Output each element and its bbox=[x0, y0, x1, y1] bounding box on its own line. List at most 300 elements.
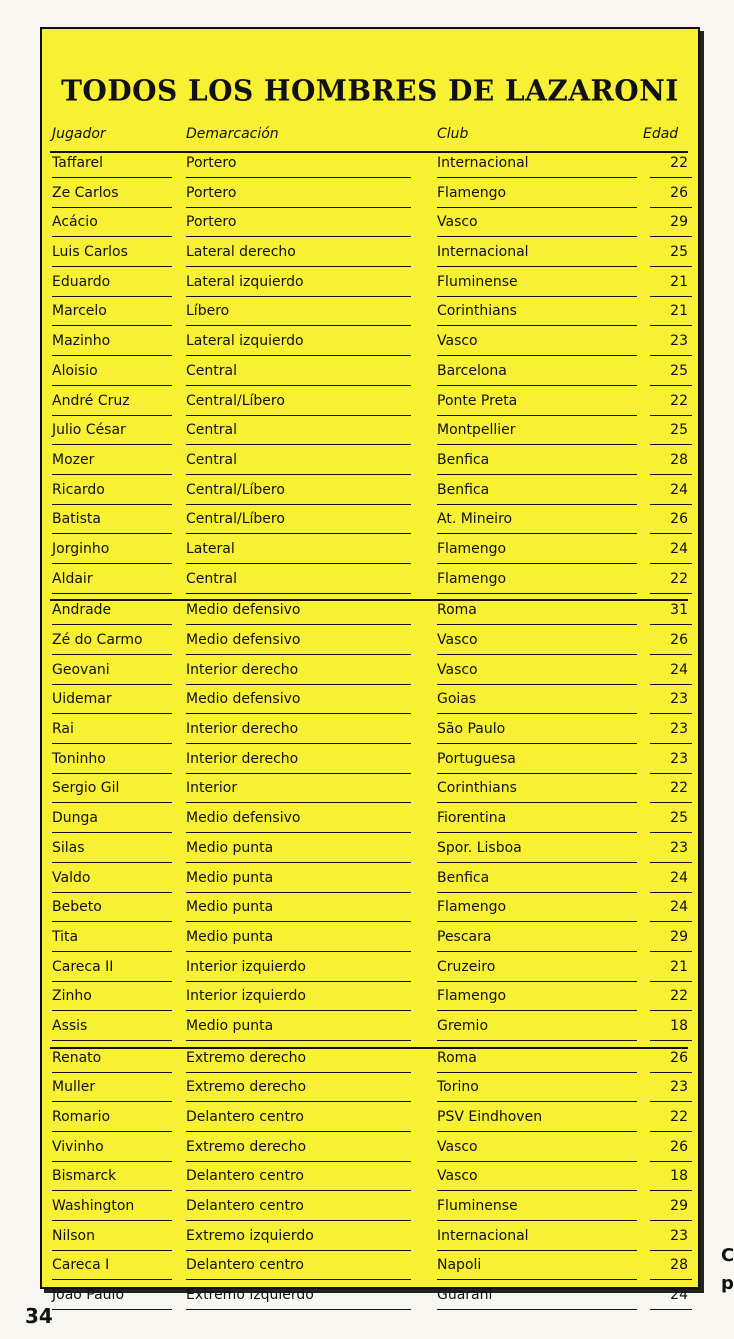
row-underline bbox=[52, 236, 172, 237]
row-underline bbox=[437, 1279, 637, 1280]
player-position: Medio punta bbox=[186, 928, 274, 945]
row-underline bbox=[52, 563, 172, 564]
row-underline bbox=[186, 563, 411, 564]
player-age: 25 bbox=[670, 810, 688, 827]
row-underline bbox=[52, 266, 172, 267]
row-underline bbox=[52, 862, 172, 863]
row-underline bbox=[437, 207, 637, 208]
row-underline bbox=[650, 207, 692, 208]
player-position: Lateral bbox=[186, 540, 235, 557]
player-club: Torino bbox=[437, 1079, 479, 1096]
row-underline bbox=[52, 1309, 172, 1310]
row-underline bbox=[437, 654, 637, 655]
player-club: Guaraní bbox=[437, 1287, 493, 1304]
player-position: Extremo izquierdo bbox=[186, 1227, 314, 1244]
player-name: Dunga bbox=[52, 810, 98, 827]
row-underline bbox=[52, 1190, 172, 1191]
player-position: Central bbox=[186, 422, 237, 439]
row-underline bbox=[186, 1101, 411, 1102]
row-underline bbox=[186, 207, 411, 208]
player-age: 22 bbox=[670, 988, 688, 1005]
table-row bbox=[50, 1256, 688, 1286]
player-club: Flamengo bbox=[437, 899, 507, 916]
row-underline bbox=[52, 981, 172, 982]
row-underline bbox=[437, 981, 637, 982]
row-underline bbox=[186, 624, 411, 625]
row-underline bbox=[437, 743, 637, 744]
row-underline bbox=[52, 713, 172, 714]
row-underline bbox=[650, 1161, 692, 1162]
row-underline bbox=[650, 266, 692, 267]
player-age: 24 bbox=[670, 899, 688, 916]
row-underline bbox=[52, 444, 172, 445]
player-position: Delantero centro bbox=[186, 1168, 304, 1185]
row-underline bbox=[52, 1220, 172, 1221]
player-position: Líbero bbox=[186, 303, 230, 320]
player-position: Medio defensivo bbox=[186, 810, 301, 827]
table-row bbox=[50, 809, 688, 839]
row-underline bbox=[186, 355, 411, 356]
row-underline bbox=[437, 236, 637, 237]
player-name: Assis bbox=[52, 1017, 88, 1034]
row-underline bbox=[52, 593, 172, 594]
row-underline bbox=[52, 951, 172, 952]
row-underline bbox=[650, 713, 692, 714]
player-club: Benfica bbox=[437, 451, 490, 468]
row-underline bbox=[437, 355, 637, 356]
row-underline bbox=[437, 624, 637, 625]
player-position: Medio defensivo bbox=[186, 602, 301, 619]
player-name: Taffarel bbox=[52, 155, 103, 171]
row-underline bbox=[186, 385, 411, 386]
player-position: Central bbox=[186, 570, 237, 587]
player-age: 23 bbox=[670, 721, 688, 738]
row-underline bbox=[650, 1250, 692, 1251]
row-underline bbox=[650, 1040, 692, 1041]
player-position: Extremo derecho bbox=[186, 1049, 307, 1066]
row-underline bbox=[186, 593, 411, 594]
row-underline bbox=[650, 862, 692, 863]
player-club: Corinthians bbox=[437, 780, 517, 797]
row-underline bbox=[650, 296, 692, 297]
table-row bbox=[50, 302, 688, 332]
table-row bbox=[50, 1197, 688, 1227]
row-underline bbox=[650, 177, 692, 178]
row-underline bbox=[52, 624, 172, 625]
table-row bbox=[50, 213, 688, 243]
row-underline bbox=[52, 1279, 172, 1280]
player-position: Delantero centro bbox=[186, 1257, 304, 1274]
row-underline bbox=[186, 236, 411, 237]
row-underline bbox=[437, 951, 637, 952]
row-underline bbox=[650, 832, 692, 833]
player-age: 18 bbox=[670, 1017, 688, 1034]
player-age: 22 bbox=[670, 780, 688, 797]
player-age: 31 bbox=[670, 602, 688, 619]
player-position: Central/Líbero bbox=[186, 511, 285, 528]
table-row bbox=[50, 154, 688, 184]
table-row bbox=[50, 392, 688, 422]
row-underline bbox=[437, 892, 637, 893]
row-underline bbox=[437, 296, 637, 297]
player-age: 24 bbox=[670, 661, 688, 678]
table-row bbox=[50, 928, 688, 958]
table-header bbox=[50, 123, 688, 153]
player-age: 21 bbox=[670, 273, 688, 290]
player-club: Roma bbox=[437, 1049, 477, 1066]
row-underline bbox=[186, 504, 411, 505]
row-underline bbox=[437, 802, 637, 803]
player-position: Interior izquierdo bbox=[186, 958, 306, 975]
table-row bbox=[50, 601, 688, 631]
table-row bbox=[50, 869, 688, 899]
player-club: Portuguesa bbox=[437, 750, 516, 767]
player-age: 23 bbox=[670, 1227, 688, 1244]
player-age: 29 bbox=[670, 214, 688, 231]
row-underline bbox=[650, 563, 692, 564]
player-name: André Cruz bbox=[52, 392, 130, 409]
row-underline bbox=[186, 832, 411, 833]
row-underline bbox=[437, 593, 637, 594]
player-age: 23 bbox=[670, 750, 688, 767]
player-name: Jorginho bbox=[52, 540, 110, 557]
player-name: Rai bbox=[52, 721, 74, 738]
player-club: São Paulo bbox=[437, 721, 506, 738]
table-row bbox=[50, 987, 688, 1017]
row-underline bbox=[650, 1190, 692, 1191]
row-underline bbox=[437, 684, 637, 685]
player-age: 24 bbox=[670, 1287, 688, 1304]
table-row bbox=[50, 1049, 688, 1079]
player-age: 26 bbox=[670, 1049, 688, 1066]
row-underline bbox=[186, 1190, 411, 1191]
squad-table-box bbox=[40, 27, 700, 1304]
row-underline bbox=[650, 1309, 692, 1310]
player-position: Medio punta bbox=[186, 839, 274, 856]
table-row bbox=[50, 184, 688, 214]
table-title: TODOS LOS HOMBRES DE LAZARONI bbox=[61, 73, 679, 108]
table-row bbox=[50, 510, 688, 540]
table-row bbox=[50, 631, 688, 661]
player-club: Vasco bbox=[437, 1168, 478, 1185]
player-position: Medio defensivo bbox=[186, 632, 301, 648]
row-underline bbox=[186, 921, 411, 922]
row-underline bbox=[186, 1072, 411, 1073]
row-underline bbox=[650, 385, 692, 386]
row-underline bbox=[186, 1010, 411, 1011]
player-club: Vasco bbox=[437, 333, 478, 350]
player-position: Medio defensivo bbox=[186, 691, 301, 708]
row-underline bbox=[650, 593, 692, 594]
header-position: Demarcación bbox=[186, 126, 279, 142]
row-underline bbox=[437, 1040, 637, 1041]
player-name: Julio César bbox=[52, 422, 126, 439]
player-club: Cruzeiro bbox=[437, 958, 496, 975]
row-underline bbox=[437, 1161, 637, 1162]
player-age: 28 bbox=[670, 451, 688, 468]
row-underline bbox=[650, 325, 692, 326]
row-underline bbox=[52, 1101, 172, 1102]
row-underline bbox=[52, 832, 172, 833]
row-underline bbox=[52, 773, 172, 774]
row-underline bbox=[186, 296, 411, 297]
row-underline bbox=[52, 207, 172, 208]
player-position: Medio punta bbox=[186, 869, 274, 886]
row-underline bbox=[650, 1220, 692, 1221]
row-underline bbox=[437, 1131, 637, 1132]
row-underline bbox=[186, 266, 411, 267]
player-club: Flamengo bbox=[437, 988, 507, 1005]
row-underline bbox=[52, 1072, 172, 1073]
table-row bbox=[50, 779, 688, 809]
row-underline bbox=[437, 773, 637, 774]
row-underline bbox=[437, 563, 637, 564]
player-club: Flamengo bbox=[437, 184, 507, 201]
table-row bbox=[50, 362, 688, 392]
player-position: Interior bbox=[186, 780, 238, 797]
player-age: 21 bbox=[670, 303, 688, 320]
player-position: Portero bbox=[186, 214, 237, 231]
player-club: Internacional bbox=[437, 1227, 529, 1244]
table-row bbox=[50, 750, 688, 780]
row-underline bbox=[52, 892, 172, 893]
player-age: 29 bbox=[670, 1198, 688, 1215]
player-age: 23 bbox=[670, 1079, 688, 1096]
player-club: Flamengo bbox=[437, 540, 507, 557]
player-club: Vasco bbox=[437, 632, 478, 648]
table-row bbox=[50, 481, 688, 511]
row-underline bbox=[186, 743, 411, 744]
player-age: 26 bbox=[670, 184, 688, 201]
row-underline bbox=[437, 1309, 637, 1310]
player-position: Interior derecho bbox=[186, 750, 299, 767]
row-underline bbox=[186, 892, 411, 893]
player-position: Lateral izquierdo bbox=[186, 333, 304, 350]
row-underline bbox=[437, 1101, 637, 1102]
player-age: 24 bbox=[670, 869, 688, 886]
row-underline bbox=[650, 533, 692, 534]
row-underline bbox=[650, 444, 692, 445]
table-row bbox=[50, 1286, 688, 1316]
player-age: 24 bbox=[670, 540, 688, 557]
row-underline bbox=[650, 624, 692, 625]
player-club: At. Mineiro bbox=[437, 511, 513, 528]
row-underline bbox=[186, 533, 411, 534]
row-underline bbox=[437, 325, 637, 326]
player-age: 22 bbox=[670, 392, 688, 409]
row-underline bbox=[186, 1161, 411, 1162]
player-age: 25 bbox=[670, 362, 688, 379]
player-club: Fluminense bbox=[437, 273, 518, 290]
row-underline bbox=[650, 892, 692, 893]
table-row bbox=[50, 570, 688, 602]
player-age: 28 bbox=[670, 1257, 688, 1274]
row-underline bbox=[186, 1250, 411, 1251]
player-position: Medio punta bbox=[186, 1017, 274, 1034]
player-name: Careca I bbox=[52, 1257, 110, 1274]
player-position: Central bbox=[186, 362, 237, 379]
player-position: Central bbox=[186, 451, 237, 468]
row-underline bbox=[186, 981, 411, 982]
row-underline bbox=[52, 1131, 172, 1132]
row-underline bbox=[437, 1220, 637, 1221]
player-name: Ze Carlos bbox=[52, 184, 119, 201]
player-name: Geovani bbox=[52, 661, 110, 678]
row-underline bbox=[650, 1131, 692, 1132]
player-club: Internacional bbox=[437, 155, 529, 171]
table-row bbox=[50, 1078, 688, 1108]
player-name: Sergio Gil bbox=[52, 780, 120, 797]
player-position: Extremo izquierdo bbox=[186, 1287, 314, 1304]
table-row bbox=[50, 243, 688, 273]
player-name: Zé do Carmo bbox=[52, 632, 143, 648]
player-age: 23 bbox=[670, 839, 688, 856]
table-row bbox=[50, 1108, 688, 1138]
player-club: Pescara bbox=[437, 928, 492, 945]
player-name: Mozer bbox=[52, 451, 95, 468]
row-underline bbox=[186, 951, 411, 952]
player-age: 22 bbox=[670, 1109, 688, 1125]
player-position: Interior derecho bbox=[186, 721, 299, 738]
player-name: Zinho bbox=[52, 988, 92, 1005]
player-club: Barcelona bbox=[437, 362, 507, 379]
player-position: Interior izquierdo bbox=[186, 988, 306, 1005]
player-age: 23 bbox=[670, 691, 688, 708]
player-position: Central/Líbero bbox=[186, 392, 285, 409]
row-underline bbox=[52, 654, 172, 655]
row-underline bbox=[186, 1309, 411, 1310]
player-age: 29 bbox=[670, 928, 688, 945]
player-club: Benfica bbox=[437, 481, 490, 498]
player-club: Spor. Lisboa bbox=[437, 839, 522, 856]
player-name: Valdo bbox=[52, 869, 91, 886]
row-underline bbox=[186, 1220, 411, 1221]
player-club: Vasco bbox=[437, 214, 478, 231]
row-underline bbox=[437, 266, 637, 267]
row-underline bbox=[52, 385, 172, 386]
table-row bbox=[50, 958, 688, 988]
player-age: 23 bbox=[670, 333, 688, 350]
player-name: Aldair bbox=[52, 570, 93, 587]
row-underline bbox=[52, 177, 172, 178]
player-position: Extremo derecho bbox=[186, 1079, 307, 1096]
row-underline bbox=[186, 1040, 411, 1041]
row-underline bbox=[437, 415, 637, 416]
row-underline bbox=[437, 444, 637, 445]
row-underline bbox=[650, 504, 692, 505]
row-underline bbox=[650, 654, 692, 655]
table-row bbox=[50, 898, 688, 928]
row-underline bbox=[52, 296, 172, 297]
row-underline bbox=[650, 1279, 692, 1280]
table-row bbox=[50, 332, 688, 362]
table-row bbox=[50, 1167, 688, 1197]
row-underline bbox=[52, 325, 172, 326]
row-underline bbox=[437, 474, 637, 475]
row-underline bbox=[186, 802, 411, 803]
player-age: 26 bbox=[670, 511, 688, 528]
table-row bbox=[50, 540, 688, 570]
player-club: Napoli bbox=[437, 1257, 482, 1274]
row-underline bbox=[437, 862, 637, 863]
player-position: Lateral izquierdo bbox=[186, 273, 304, 290]
player-position: Extremo derecho bbox=[186, 1138, 307, 1155]
row-underline bbox=[437, 177, 637, 178]
player-club: Flamengo bbox=[437, 570, 507, 587]
player-name: Mazinho bbox=[52, 333, 111, 350]
player-name: Batista bbox=[52, 511, 101, 528]
player-position: Portero bbox=[186, 155, 237, 171]
player-position: Medio punta bbox=[186, 899, 274, 916]
row-underline bbox=[437, 1250, 637, 1251]
row-underline bbox=[437, 1010, 637, 1011]
player-age: 26 bbox=[670, 632, 688, 648]
player-age: 25 bbox=[670, 244, 688, 261]
player-name: Toninho bbox=[52, 750, 106, 767]
player-age: 22 bbox=[670, 155, 688, 171]
player-age: 26 bbox=[670, 1138, 688, 1155]
table-body bbox=[50, 154, 688, 1316]
table-row bbox=[50, 1017, 688, 1049]
player-position: Portero bbox=[186, 184, 237, 201]
row-underline bbox=[650, 773, 692, 774]
player-name: Aloisio bbox=[52, 362, 98, 379]
player-position: Lateral derecho bbox=[186, 244, 296, 261]
player-club: Ponte Preta bbox=[437, 392, 518, 409]
row-underline bbox=[52, 684, 172, 685]
row-underline bbox=[650, 921, 692, 922]
player-name: Romario bbox=[52, 1109, 111, 1125]
player-age: 24 bbox=[670, 481, 688, 498]
player-name: Tita bbox=[52, 928, 79, 945]
header-club: Club bbox=[437, 126, 469, 142]
row-underline bbox=[52, 355, 172, 356]
player-name: Careca II bbox=[52, 958, 114, 975]
player-club: Internacional bbox=[437, 244, 529, 261]
row-underline bbox=[437, 713, 637, 714]
row-underline bbox=[52, 415, 172, 416]
row-underline bbox=[52, 1010, 172, 1011]
page-number: 34 bbox=[25, 1304, 53, 1328]
row-underline bbox=[186, 1279, 411, 1280]
table-row bbox=[50, 661, 688, 691]
player-position: Delantero centro bbox=[186, 1109, 304, 1125]
table-row bbox=[50, 720, 688, 750]
player-age: 21 bbox=[670, 958, 688, 975]
row-underline bbox=[52, 1040, 172, 1041]
row-underline bbox=[186, 177, 411, 178]
table-row bbox=[50, 451, 688, 481]
row-underline bbox=[52, 474, 172, 475]
row-underline bbox=[186, 325, 411, 326]
player-name: Washington bbox=[52, 1198, 135, 1215]
row-underline bbox=[186, 713, 411, 714]
row-underline bbox=[437, 1072, 637, 1073]
player-name: Nilson bbox=[52, 1227, 95, 1244]
table-row bbox=[50, 1227, 688, 1257]
player-name: Bebeto bbox=[52, 899, 102, 916]
header-player: Jugador bbox=[52, 126, 106, 142]
table-row bbox=[50, 690, 688, 720]
row-underline bbox=[186, 1131, 411, 1132]
row-underline bbox=[52, 504, 172, 505]
player-name: Luis Carlos bbox=[52, 244, 128, 261]
row-underline bbox=[650, 802, 692, 803]
player-club: Corinthians bbox=[437, 303, 517, 320]
table-row bbox=[50, 839, 688, 869]
row-underline bbox=[650, 743, 692, 744]
table-row bbox=[50, 273, 688, 303]
